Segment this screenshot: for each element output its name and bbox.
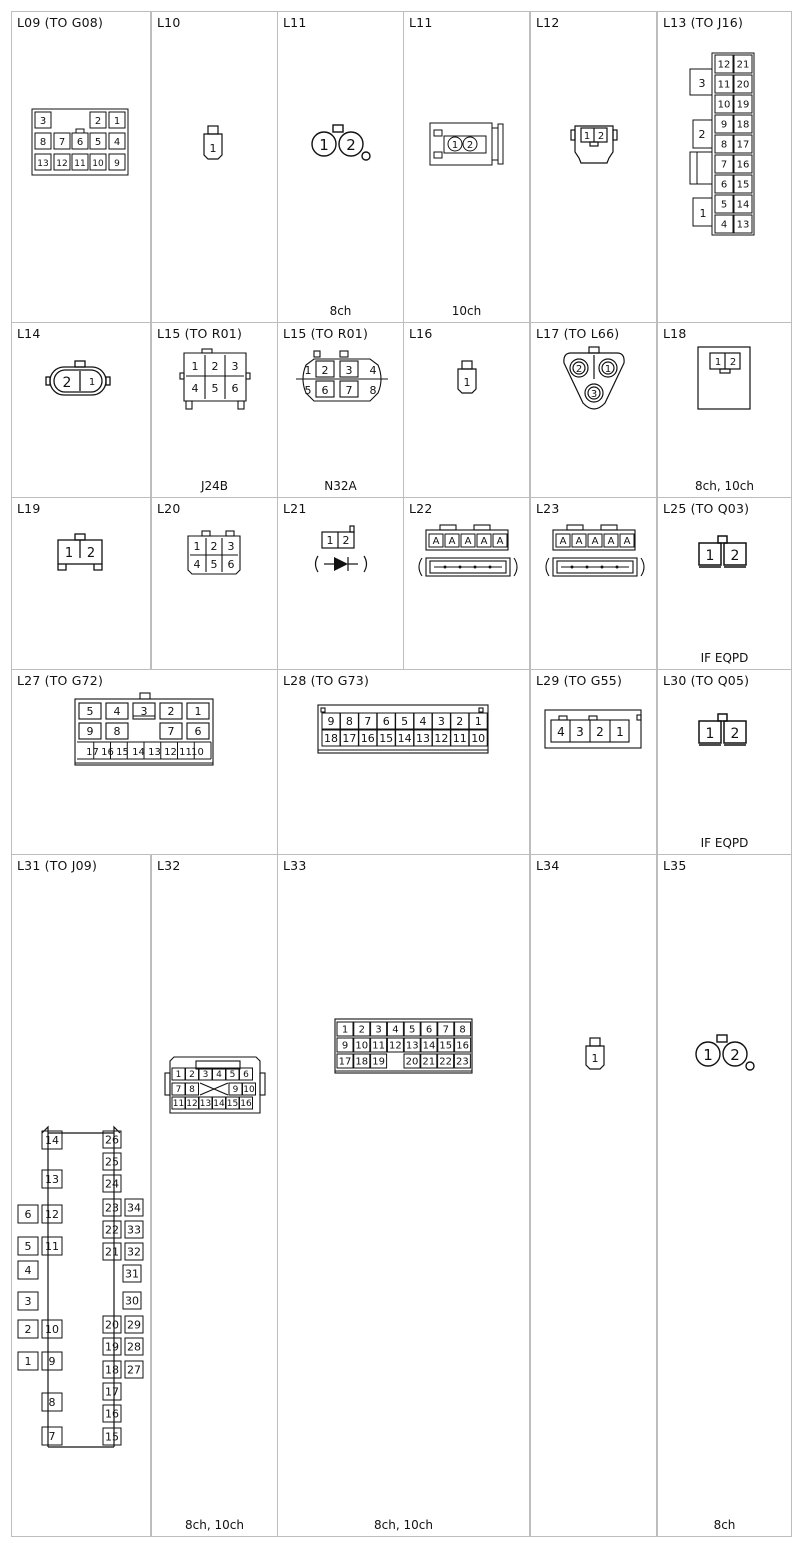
pin-number: 1 xyxy=(705,726,715,742)
pin-number: 15 xyxy=(439,1040,453,1052)
pin-number: 23 xyxy=(456,1056,469,1068)
pin-number: 11 xyxy=(372,1040,385,1052)
connector-label: L11 xyxy=(409,15,433,30)
connector-L22-diagram xyxy=(404,498,531,671)
pin-number: 8 xyxy=(39,137,47,148)
pin-number: 14 xyxy=(422,1040,436,1052)
pin-number: 2 xyxy=(189,1070,195,1081)
connector-label: L19 xyxy=(17,501,41,516)
pin-number: 7 xyxy=(364,714,372,728)
pin-number: 4 xyxy=(557,725,565,739)
variant-note: 8ch xyxy=(713,1518,736,1532)
pin-number: 14 xyxy=(736,199,750,211)
connector-L34-diagram xyxy=(531,855,658,1538)
pin-number: 13 xyxy=(199,1099,212,1110)
pin-number: 6 xyxy=(720,179,728,191)
pin-number: 20 xyxy=(105,1318,119,1332)
pin-number: 8 xyxy=(720,139,728,151)
pin-number: A xyxy=(496,536,504,548)
pin-number: 16 xyxy=(240,1099,252,1110)
pin-number: 25 xyxy=(105,1155,119,1169)
pin-number: 21 xyxy=(105,1245,119,1259)
connector-L31-diagram xyxy=(12,855,152,1538)
variant-note: 8ch, 10ch xyxy=(374,1518,433,1532)
connector-label: L34 xyxy=(536,858,560,873)
pin-number: 9 xyxy=(720,119,728,131)
pin-number: 6 xyxy=(382,714,390,728)
pin-number: 12 xyxy=(186,1099,198,1110)
pin-number: 2 xyxy=(456,714,464,728)
pin-number: 4 xyxy=(369,364,377,377)
pin-number: 15 xyxy=(379,731,394,745)
pin-number: 2 xyxy=(24,1322,32,1336)
pin-number: 12 xyxy=(164,747,177,758)
pin-number: 2 xyxy=(346,136,356,154)
pin-number: 9 xyxy=(114,159,120,169)
connector-label: L29 (TO G55) xyxy=(536,673,623,688)
pin-number: 17 xyxy=(736,139,750,151)
pin-number: 16 xyxy=(360,731,375,745)
pin-number: 1 xyxy=(699,207,707,220)
pin-number: 5 xyxy=(304,384,312,397)
cell-L11-10ch xyxy=(403,11,530,323)
pin-number: 9 xyxy=(327,714,335,728)
connector-label: L32 xyxy=(157,858,181,873)
connector-label: L22 xyxy=(409,501,433,516)
pin-number: 8 xyxy=(459,1024,466,1036)
pin-number: 22 xyxy=(439,1056,452,1068)
pin-number: 1 xyxy=(714,357,722,368)
pin-number: 1 xyxy=(194,705,202,718)
pin-number: 4 xyxy=(392,1024,399,1036)
variant-note: J24B xyxy=(200,479,229,493)
pin-number: 9 xyxy=(48,1354,56,1368)
pin-number: 12 xyxy=(56,159,68,169)
connector-L19-diagram xyxy=(12,498,152,671)
pin-number: 1 xyxy=(341,1024,349,1036)
pin-number: 4 xyxy=(113,137,121,148)
connector-L35-diagram xyxy=(658,855,793,1538)
pin-number: 1 xyxy=(703,1046,713,1064)
pin-number: A xyxy=(591,536,599,548)
cell-L14 xyxy=(11,322,151,498)
cell-L11-8ch xyxy=(277,11,404,323)
connector-L29-diagram xyxy=(531,670,658,856)
connector-L11-10ch-diagram xyxy=(404,12,531,324)
pin-number: 3 xyxy=(698,77,706,90)
cell-L33 xyxy=(277,854,530,1537)
pin-number: 1 xyxy=(591,1052,599,1065)
connector-label: L35 xyxy=(663,858,687,873)
pin-number: 19 xyxy=(105,1340,119,1354)
pin-number: 22 xyxy=(105,1223,119,1237)
connector-L27-diagram xyxy=(12,670,279,856)
pin-number: 10 xyxy=(191,747,204,758)
pin-number: 5 xyxy=(24,1239,32,1253)
pin-number: 6 xyxy=(227,558,235,571)
pin-number: A xyxy=(623,536,631,548)
cell-L15-N32A xyxy=(277,322,404,498)
pin-number: 14 xyxy=(132,747,145,758)
pin-number: 20 xyxy=(736,79,750,91)
pin-number: 2 xyxy=(211,360,219,373)
pin-number: 5 xyxy=(409,1024,416,1036)
connector-label: L13 (TO J16) xyxy=(663,15,744,30)
pin-number: A xyxy=(575,536,583,548)
pin-number: 1 xyxy=(24,1354,32,1368)
pin-number: 1 xyxy=(705,548,715,564)
pin-number: 7 xyxy=(58,137,66,148)
pin-number: 4 xyxy=(720,219,728,231)
pin-number: 16 xyxy=(456,1040,469,1052)
pin-number: 1 xyxy=(175,1070,182,1081)
variant-note: 10ch xyxy=(451,304,482,318)
pin-number: 10 xyxy=(355,1040,369,1052)
pin-number: 12 xyxy=(434,731,449,745)
pin-number: 16 xyxy=(101,747,114,758)
pin-number: 3 xyxy=(437,714,445,728)
pin-number: A xyxy=(448,536,456,548)
connector-label: L20 xyxy=(157,501,181,516)
pin-number: 17 xyxy=(338,1056,352,1068)
pin-number: 27 xyxy=(127,1363,141,1377)
pin-number: 3 xyxy=(227,540,235,553)
pin-number: 1 xyxy=(191,360,199,373)
connector-label: L15 (TO R01) xyxy=(157,326,243,341)
connector-L18-diagram xyxy=(658,323,793,499)
pin-number: 11 xyxy=(74,159,86,169)
pin-number: 7 xyxy=(167,725,175,738)
pin-number: 3 xyxy=(576,725,584,739)
connector-label: L27 (TO G72) xyxy=(17,673,104,688)
pin-number: 2 xyxy=(358,1024,365,1036)
pin-number: 3 xyxy=(140,705,148,718)
connector-label: L12 xyxy=(536,15,560,30)
pin-number: 13 xyxy=(736,219,750,231)
pin-number: 19 xyxy=(372,1056,385,1068)
connector-L10-diagram xyxy=(152,12,279,324)
pin-number: 12 xyxy=(717,59,731,71)
pin-number: 11 xyxy=(172,1099,185,1110)
pin-number: 5 xyxy=(94,137,102,148)
connector-L33-diagram xyxy=(278,855,531,1538)
pin-number: 6 xyxy=(321,384,329,397)
pin-number: 5 xyxy=(720,199,728,211)
variant-note: 8ch, 10ch xyxy=(185,1518,244,1532)
variant-note: 8ch xyxy=(329,304,352,318)
connector-label: L25 (TO Q03) xyxy=(663,501,750,516)
connector-L14-diagram xyxy=(12,323,152,499)
pin-number: 9 xyxy=(232,1085,239,1096)
cell-L12 xyxy=(530,11,657,323)
pin-number: 13 xyxy=(148,747,161,758)
pin-number: 5 xyxy=(401,714,409,728)
diode-icon xyxy=(334,557,348,571)
cell-L20 xyxy=(151,497,278,670)
cell-L23 xyxy=(530,497,657,670)
pin-number: 4 xyxy=(24,1263,32,1277)
pin-number: 1 xyxy=(193,540,201,553)
pin-number: 20 xyxy=(405,1056,419,1068)
pin-number: 1 xyxy=(583,131,591,142)
pin-number: 2 xyxy=(597,131,605,142)
cell-L29 xyxy=(530,669,657,855)
pin-number: 34 xyxy=(127,1201,141,1215)
pin-number: 18 xyxy=(355,1056,369,1068)
pin-number: 8 xyxy=(345,714,353,728)
pin-number: 3 xyxy=(590,389,598,400)
connector-L17-diagram xyxy=(531,323,658,499)
connector-label: L15 (TO R01) xyxy=(283,326,369,341)
cell-L13 xyxy=(657,11,792,323)
connector-label: L30 (TO Q05) xyxy=(663,673,750,688)
pin-number: 6 xyxy=(24,1207,32,1221)
cell-L09 xyxy=(11,11,151,323)
connector-label: L21 xyxy=(283,501,307,516)
pin-number: 1 xyxy=(474,714,482,728)
pin-number: 8 xyxy=(369,384,377,397)
pin-number: 15 xyxy=(736,179,750,191)
pin-number: 6 xyxy=(425,1024,433,1036)
pin-number: 13 xyxy=(37,159,49,169)
cell-L28 xyxy=(277,669,530,855)
connector-L32-diagram xyxy=(152,855,279,1538)
pin-number: 11 xyxy=(452,731,467,745)
pin-number: 13 xyxy=(405,1040,419,1052)
pin-number: 21 xyxy=(736,59,750,71)
pin-number: 32 xyxy=(127,1245,141,1259)
cell-L31 xyxy=(11,854,151,1537)
pin-number: 18 xyxy=(736,119,750,131)
cell-L22 xyxy=(403,497,530,670)
pin-number: 1 xyxy=(88,377,96,388)
pin-number: A xyxy=(559,536,567,548)
connector-label: L28 (TO G73) xyxy=(283,673,370,688)
pin-number: A xyxy=(607,536,615,548)
pin-number: 5 xyxy=(229,1070,236,1081)
pin-number: 1 xyxy=(64,546,74,561)
pin-number: 7 xyxy=(442,1024,449,1036)
pin-number: 2 xyxy=(321,364,329,377)
pin-number: 10 xyxy=(243,1085,255,1096)
pin-number: 11 xyxy=(45,1239,59,1253)
pin-number: 12 xyxy=(389,1040,402,1052)
cell-L34 xyxy=(530,854,657,1537)
pin-number: 14 xyxy=(45,1133,59,1147)
pin-number: 15 xyxy=(116,747,129,758)
pin-number: 11 xyxy=(717,79,731,91)
connector-L09-diagram xyxy=(12,12,152,324)
pin-number: 18 xyxy=(324,731,338,745)
pin-number: 30 xyxy=(125,1294,139,1308)
pin-number: 2 xyxy=(575,364,583,375)
pin-number: 2 xyxy=(94,116,102,127)
pin-number: 10 xyxy=(717,99,731,111)
pin-number: 13 xyxy=(416,731,430,745)
variant-note: 8ch, 10ch xyxy=(695,479,754,493)
pin-number: 5 xyxy=(86,705,94,718)
pin-number: 10 xyxy=(45,1322,59,1336)
pin-number: 16 xyxy=(105,1407,119,1421)
pin-number: 8 xyxy=(113,725,121,738)
pin-number: 11 xyxy=(179,747,192,758)
pin-number: 4 xyxy=(419,714,427,728)
pin-number: 2 xyxy=(596,725,604,739)
pin-number: 28 xyxy=(127,1340,141,1354)
pin-number: 17 xyxy=(105,1385,119,1399)
pin-number: 19 xyxy=(736,99,750,111)
pin-number: 10 xyxy=(92,159,104,169)
pin-number: 24 xyxy=(105,1177,119,1191)
cell-L32 xyxy=(151,854,278,1537)
pin-number: 2 xyxy=(730,548,740,564)
connector-L21-diagram xyxy=(278,498,405,671)
connector-label: L10 xyxy=(157,15,181,30)
pin-number: 3 xyxy=(375,1024,382,1036)
pin-number: 1 xyxy=(604,364,612,375)
pin-number: 9 xyxy=(86,725,94,738)
connector-L13-diagram xyxy=(658,12,793,324)
pin-number: 17 xyxy=(342,731,357,745)
pin-number: 12 xyxy=(45,1207,59,1221)
pin-number: 4 xyxy=(193,558,201,571)
connector-label: L18 xyxy=(663,326,687,341)
connector-L12-diagram xyxy=(531,12,658,324)
cell-L15-J24B xyxy=(151,322,278,498)
pin-number: 33 xyxy=(127,1223,141,1237)
pin-number: 5 xyxy=(210,558,218,571)
pin-number: 1 xyxy=(319,136,329,154)
pin-number: 2 xyxy=(342,534,350,547)
pin-number: 1 xyxy=(451,140,459,151)
pin-number: 2 xyxy=(167,705,175,718)
pin-number: 26 xyxy=(105,1133,119,1147)
pin-number: 3 xyxy=(231,360,239,373)
pin-number: 23 xyxy=(105,1201,119,1215)
pin-number: 4 xyxy=(191,382,199,395)
pin-number: 1 xyxy=(304,364,312,377)
pin-number: 3 xyxy=(39,116,47,127)
cell-L19 xyxy=(11,497,151,670)
cell-L17 xyxy=(530,322,657,498)
pin-number: 7 xyxy=(720,159,728,171)
connector-L30-diagram xyxy=(658,670,793,856)
connector-label: L09 (TO G08) xyxy=(17,15,104,30)
connector-label: L33 xyxy=(283,858,307,873)
pin-number: 1 xyxy=(113,116,121,127)
pin-number: 2 xyxy=(698,128,706,141)
pin-number: 3 xyxy=(345,364,353,377)
cell-L25 xyxy=(657,497,792,670)
pin-number: 9 xyxy=(341,1040,349,1052)
connector-label: L14 xyxy=(17,326,41,341)
cell-L10 xyxy=(151,11,278,323)
cell-L35 xyxy=(657,854,792,1537)
pin-number: 14 xyxy=(213,1099,225,1110)
connector-L11-8ch-diagram xyxy=(278,12,405,324)
connector-L25-diagram xyxy=(658,498,793,671)
pin-number: 5 xyxy=(211,382,219,395)
pin-number: 1 xyxy=(616,725,624,739)
connector-L23-diagram xyxy=(531,498,658,671)
pin-number: 17 xyxy=(86,747,99,758)
pin-number: 31 xyxy=(125,1267,139,1281)
connector-L16-diagram xyxy=(404,323,531,499)
pin-number: 8 xyxy=(189,1085,195,1096)
pin-number: 1 xyxy=(326,534,334,547)
pin-number: 7 xyxy=(48,1429,56,1443)
pin-number: 15 xyxy=(105,1430,119,1444)
variant-note: IF EQPD xyxy=(700,836,749,850)
cell-L30 xyxy=(657,669,792,855)
cell-L27 xyxy=(11,669,278,855)
connector-L28-diagram xyxy=(278,670,531,856)
pin-number: 1 xyxy=(209,142,217,155)
connector-label: L11 xyxy=(283,15,307,30)
pin-number: 2 xyxy=(86,546,96,561)
pin-number: 7 xyxy=(175,1085,182,1096)
connector-label: L23 xyxy=(536,501,560,516)
pin-number: 10 xyxy=(471,731,486,745)
pin-number: 3 xyxy=(24,1294,32,1308)
pin-number: 3 xyxy=(202,1070,209,1081)
pin-number: 29 xyxy=(127,1318,141,1332)
connector-L15-N32A-diagram xyxy=(278,323,405,499)
variant-note: N32A xyxy=(324,479,357,493)
pin-number: 2 xyxy=(62,375,72,391)
connector-L20-diagram xyxy=(152,498,279,671)
connector-label: L16 xyxy=(409,326,433,341)
connector-label: L31 (TO J09) xyxy=(17,858,98,873)
pin-number: 1 xyxy=(463,376,471,389)
pin-number: 14 xyxy=(397,731,412,745)
pin-number: 4 xyxy=(113,705,121,718)
variant-note: IF EQPD xyxy=(700,651,749,665)
pin-number: 18 xyxy=(105,1363,119,1377)
pin-number: A xyxy=(480,536,488,548)
pin-number: 7 xyxy=(345,384,353,397)
pin-number: A xyxy=(432,536,440,548)
pin-number: 6 xyxy=(194,725,202,738)
cell-L16 xyxy=(403,322,530,498)
pin-number: 8 xyxy=(48,1395,56,1409)
cell-L21 xyxy=(277,497,404,670)
pin-number: 2 xyxy=(466,140,474,151)
connector-L15-J24B-diagram xyxy=(152,323,279,499)
pin-number: 6 xyxy=(76,137,84,148)
connector-label: L17 (TO L66) xyxy=(536,326,620,341)
pin-number: 16 xyxy=(736,159,750,171)
pin-number: 21 xyxy=(422,1056,436,1068)
pin-number: A xyxy=(464,536,472,548)
pin-number: 13 xyxy=(45,1172,59,1186)
pin-number: 6 xyxy=(243,1070,249,1081)
pin-number: 2 xyxy=(730,1046,740,1064)
pin-number: 4 xyxy=(216,1070,222,1081)
pin-number: 2 xyxy=(210,540,218,553)
pin-number: 2 xyxy=(730,726,740,742)
pin-number: 15 xyxy=(226,1099,239,1110)
pin-number: 2 xyxy=(729,357,737,368)
cell-L18 xyxy=(657,322,792,498)
pin-number: 6 xyxy=(231,382,239,395)
